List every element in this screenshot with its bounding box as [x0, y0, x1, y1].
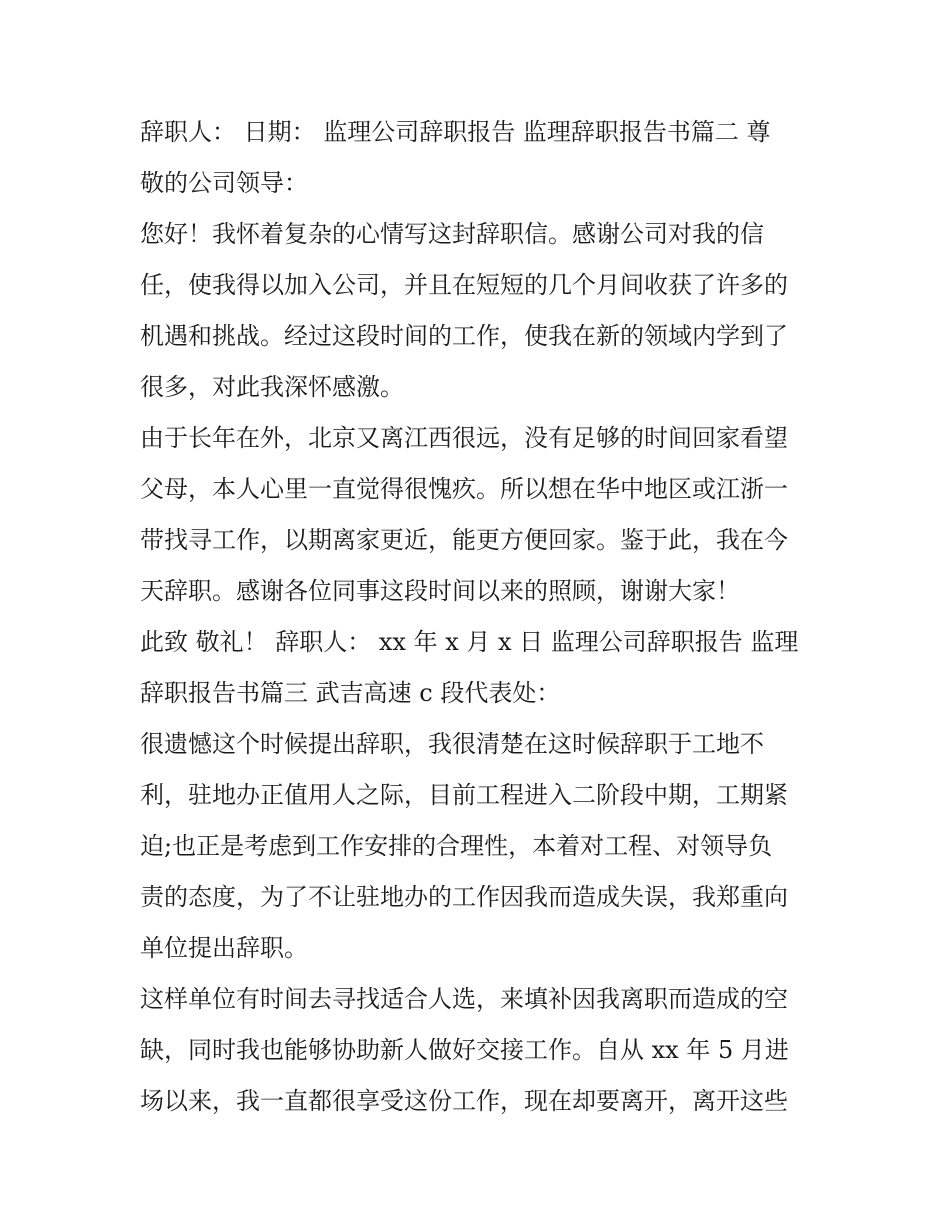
text-line: 场以来，我一直都很享受这份工作，现在却要离开，离开这些	[140, 1087, 788, 1115]
text-line: 机遇和挑战。经过这段时间的工作，使我在新的领域内学到了	[140, 322, 788, 350]
text-line: 天辞职。感谢各位同事这段时间以来的照顾，谢谢大家！	[140, 577, 740, 605]
text-line: 带找寻工作，以期离家更近，能更方便回家。鉴于此，我在今	[140, 526, 788, 554]
text-line: 单位提出辞职。	[140, 934, 308, 962]
text-line: 父母，本人心里一直觉得很愧疚。所以想在华中地区或江浙一	[140, 475, 788, 503]
text-line: 很遗憾这个时候提出辞职，我很清楚在这时候辞职于工地不	[140, 730, 764, 758]
text-line: 很多，对此我深怀感激。	[140, 373, 404, 401]
text-line: 敬的公司领导：	[140, 169, 308, 197]
text-line: 您好！我怀着复杂的心情写这封辞职信。感谢公司对我的信	[140, 220, 764, 248]
text-line: 任，使我得以加入公司，并且在短短的几个月间收获了许多的	[140, 271, 788, 299]
document-body	[140, 107, 820, 1127]
text-line: 迫;也正是考虑到工作安排的合理性，本着对工程、对领导负	[140, 832, 773, 860]
text-line: 辞职人： 日期： 监理公司辞职报告 监理辞职报告书篇二 尊	[140, 118, 771, 146]
text-line: 此致 敬礼！ 辞职人： xx 年 x 月 x 日 监理公司辞职报告 监理	[140, 628, 799, 656]
text-line: 辞职报告书篇三 武吉高速 c 段代表处：	[140, 679, 561, 707]
text-line: 责的态度，为了不让驻地办的工作因我而造成失误，我郑重向	[140, 883, 788, 911]
text-line: 利，驻地办正值用人之际，目前工程进入二阶段中期，工期紧	[140, 781, 788, 809]
text-line: 这样单位有时间去寻找适合人选，来填补因我离职而造成的空	[140, 985, 788, 1013]
text-line: 由于长年在外，北京又离江西很远，没有足够的时间回家看望	[140, 424, 788, 452]
text-line: 缺，同时我也能够协助新人做好交接工作。自从 xx 年 5 月进	[140, 1036, 789, 1064]
